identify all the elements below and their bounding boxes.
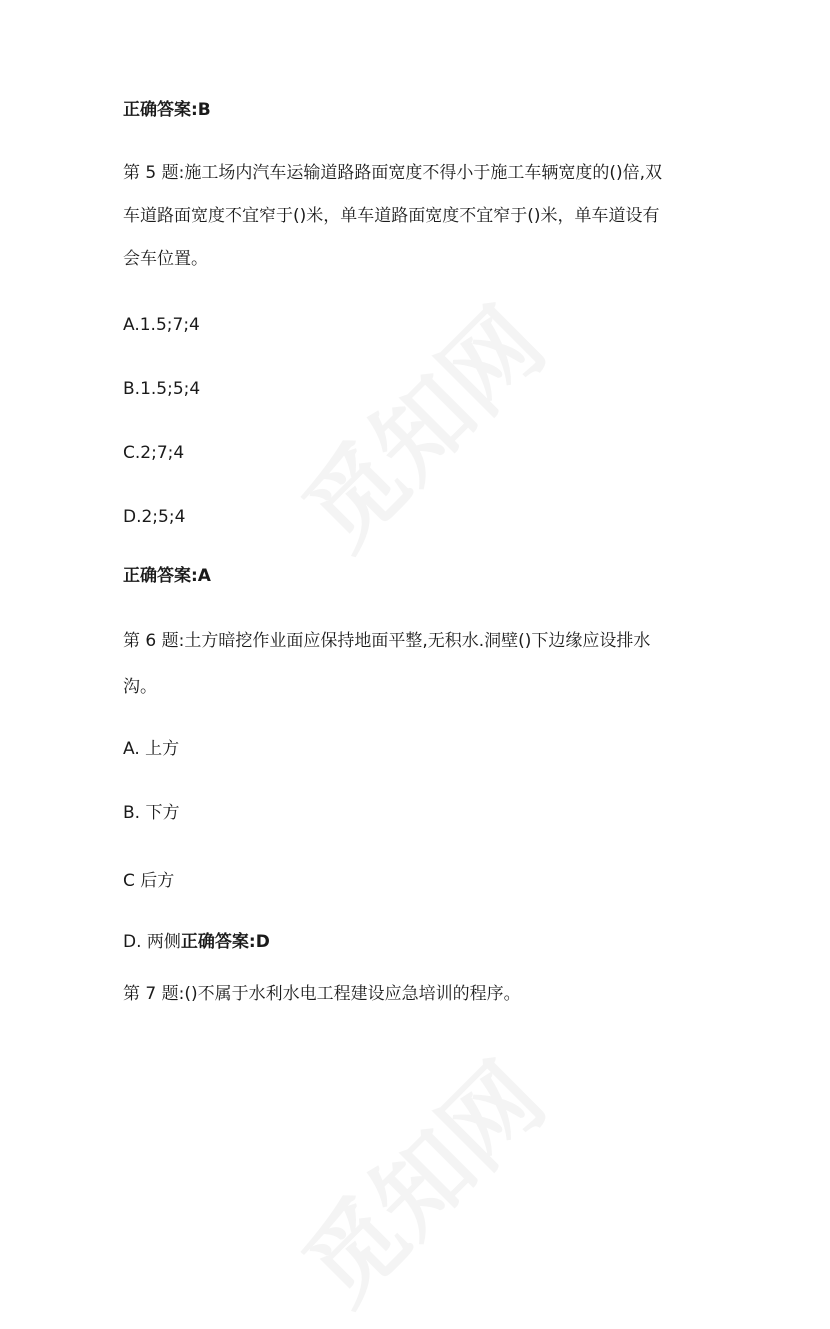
q5-text-line2: 车道路面宽度不宜窄于()米，单车道路面宽度不宜窄于()米，单车道设有 — [123, 206, 660, 226]
q6-option-b: B. 下方 — [123, 803, 180, 823]
q5-option-b: B.1.5;5;4 — [123, 379, 201, 399]
q4-answer: 正确答案:B — [123, 100, 211, 120]
watermark — [269, 273, 570, 574]
q5-option-a: A.1.5;7;4 — [123, 315, 200, 335]
q5-answer: 正确答案:A — [123, 566, 211, 586]
q5-text-line3: 会车位置。 — [123, 249, 208, 269]
q5-text-line1: 第 5 题:施工场内汽车运输道路路面宽度不得小于施工车辆宽度的()倍,双 — [123, 163, 663, 183]
watermark-bottom — [269, 1028, 570, 1329]
q7-text-line1: 第 7 题:()不属于水利水电工程建设应急培训的程序。 — [123, 984, 521, 1004]
q6-option-a: A. 上方 — [123, 739, 180, 759]
q6-text-line2: 沟。 — [123, 677, 157, 697]
q6-option-d-row — [123, 931, 270, 953]
q6-option-d: D. 两侧 — [123, 932, 181, 952]
q5-option-c: C.2;7;4 — [123, 443, 185, 463]
q6-text-line1: 第 6 题:土方暗挖作业面应保持地面平整,无积水.洞壁()下边缘应设排水 — [123, 631, 651, 651]
q6-answer: 正确答案:D — [180, 932, 270, 952]
q6-option-c: C 后方 — [123, 871, 175, 891]
q5-option-d: D.2;5;4 — [123, 507, 186, 527]
